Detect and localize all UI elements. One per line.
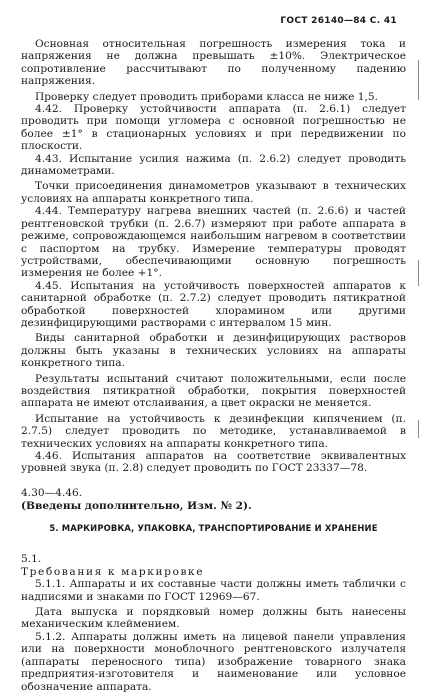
scan-margin-mark	[418, 260, 419, 286]
paragraph-5-1-2: 5.1.2. Аппараты должны иметь на лицевой панели управления или на поверхности моноблочного рентгеновского излучателя (аппараты переносного типа) изображение товарного знака предприятия-изготовителя и наименование или условное обозначение аппарата.	[21, 630, 406, 693]
amendment-note	[21, 475, 406, 512]
paragraph: Дата выпуска и порядковый номер должны быть нанесены механическим клеймением.	[21, 606, 406, 631]
paragraph: Точки присоединения динамометров указывают в технических условиях на аппараты конкретного типа.	[21, 180, 406, 205]
amendment-text: (Введены дополнительно, Изм. № 2).	[21, 499, 252, 512]
paragraph-4-44: 4.44. Температуру нагрева внешних частей (п. 2.6.6) и частей рентгеновской трубки (п. 2.6.7) измеряют при работе аппарата в режиме, сопровождающемся наибольшим нагревом в соответствии с паспортом на трубку. Измерение температуры проводят устройствами, обеспечивающими основную погрешность измерения не более +1°.	[21, 205, 406, 280]
subsection-title: Требования к маркировке	[21, 565, 205, 578]
paragraph-4-43: 4.43. Испытание усилия нажима (п. 2.6.2) следует проводить динамометрами.	[21, 152, 406, 178]
paragraph: Результаты испытаний считают положительными, если после воздействия пятикратной обработки, покрытия поверхностей аппарата не имеют отслаивания, а цвет окраски не меняется.	[21, 372, 406, 410]
amendment-range: 4.30—4.46.	[21, 487, 83, 500]
paragraph: Проверку следует проводить приборами класса не ниже 1,5.	[35, 90, 379, 103]
subsection-heading	[21, 541, 406, 578]
subsection-number: 5.1.	[21, 553, 42, 566]
scan-margin-mark	[418, 60, 419, 100]
paragraph-4-46: 4.46. Испытания аппаратов на соответствие эквивалентных уровней звука (п. 2.8) следует проводить по ГОСТ 23337—78.	[21, 450, 406, 475]
paragraph: Виды санитарной обработки и дезинфицирующих растворов должны быть указаны в технических условиях на аппараты конкретного типа.	[21, 332, 406, 370]
paragraph: Испытание на устойчивость к дезинфекции кипячением (п. 2.7.5) следует проводить по методике, устанавливаемой в технических условиях на аппараты конкретного типа.	[21, 412, 406, 450]
paragraph-5-1-1: 5.1.1. Аппараты и их составные части должны иметь таблички с надписями и знаками по ГОСТ 12969—67.	[21, 578, 406, 603]
section-title: 5. МАРКИРОВКА, УПАКОВКА, ТРАНСПОРТИРОВАНИЕ И ХРАНЕНИЕ	[49, 523, 378, 534]
scan-margin-mark	[418, 420, 419, 438]
paragraph-4-45: 4.45. Испытания на устойчивость поверхностей аппаратов к санитарной обработке (п. 2.7.2) следует проводить пятикратной обработкой поверхностей хлорамином или другими дезинфицирующими растворами с интервалом 15 мин.	[21, 279, 406, 329]
paragraph-4-42: 4.42. Проверку устойчивости аппарата (п. 2.6.1) следует проводить при помощи угломера с основной погрешностью не более ±1° в стационарных условиях и при передвижении по плоскости.	[21, 103, 406, 153]
document-body	[21, 38, 406, 693]
paragraph: Основная относительная погрешность измерения тока и напряжения не должна превышать ±10%. Электрическое сопротивление рассчитывают по полученному падению напряжения.	[21, 38, 406, 88]
page-header: ГОСТ 26140—84 С. 41	[280, 16, 397, 26]
